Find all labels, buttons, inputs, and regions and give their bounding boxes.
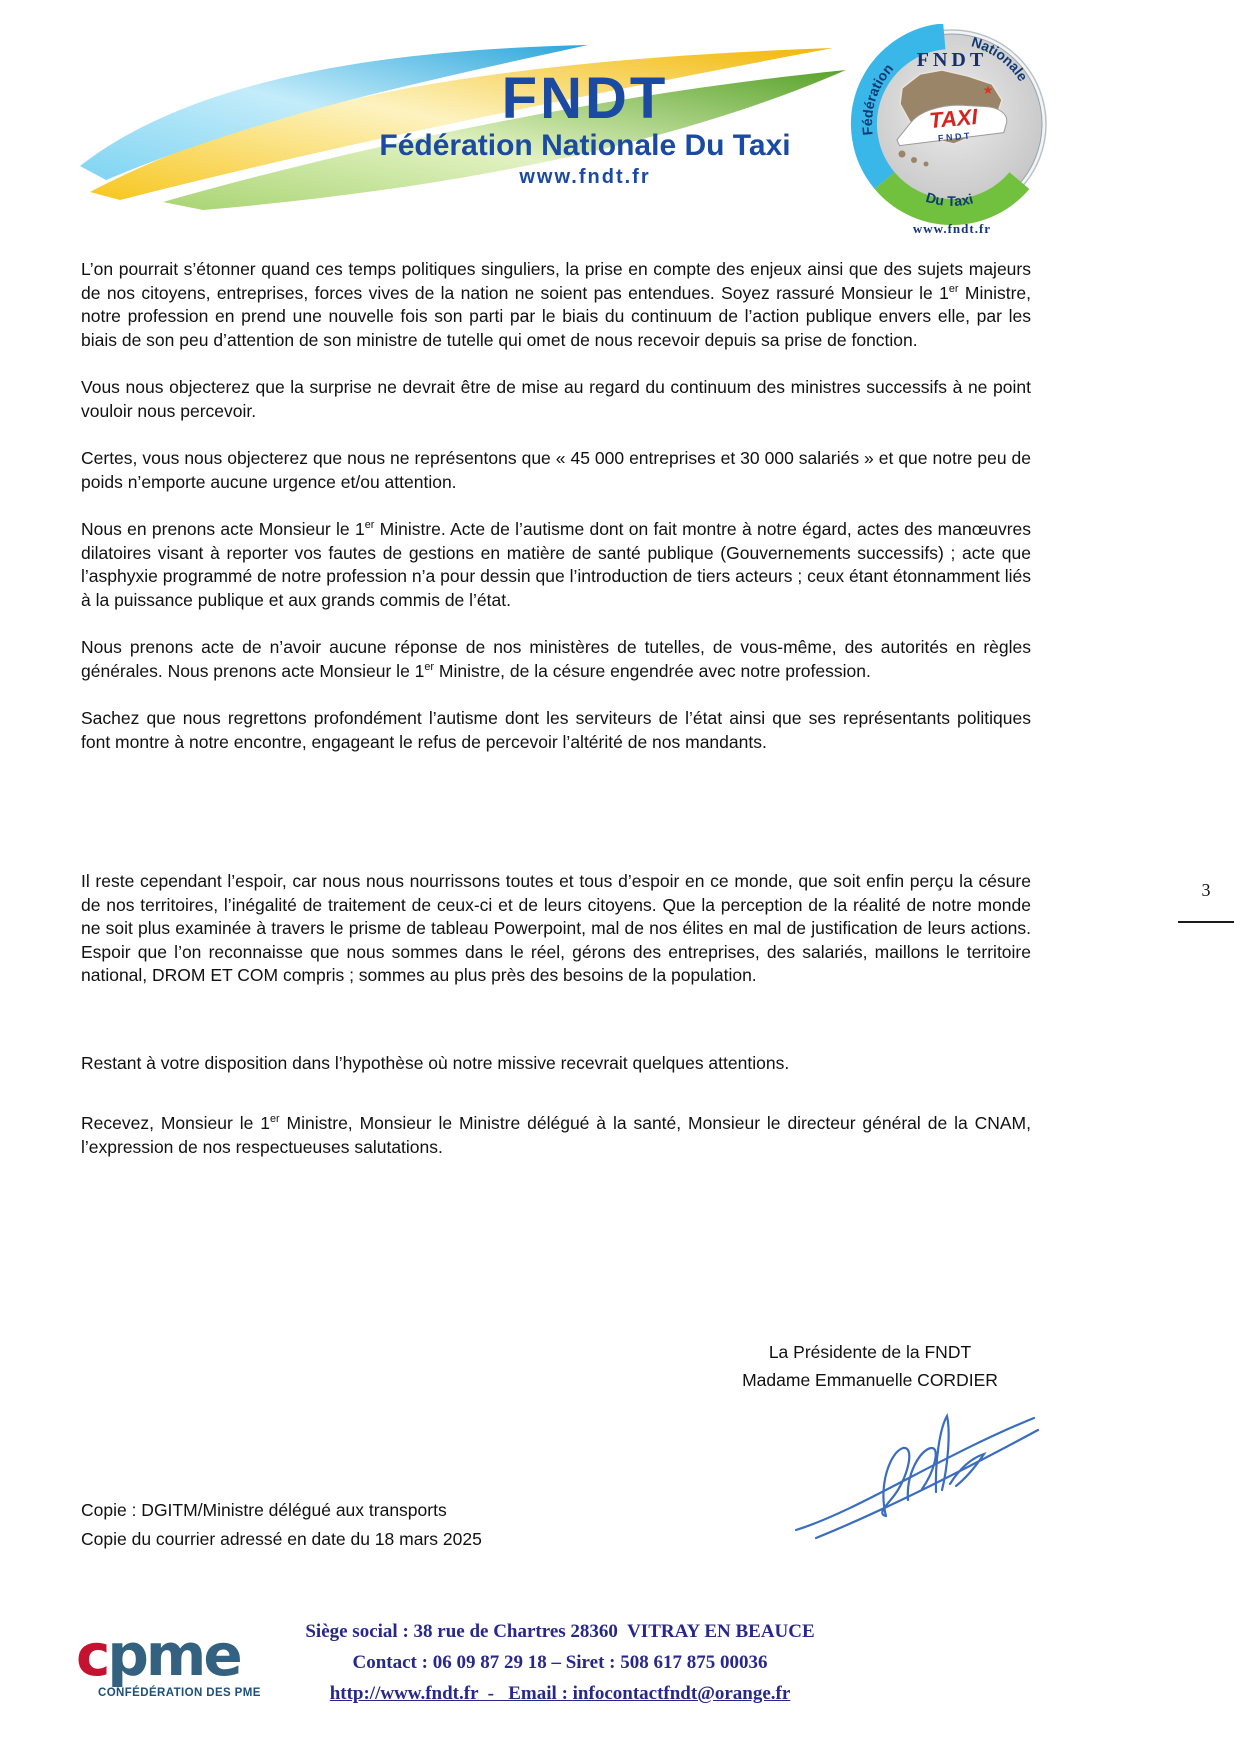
footer-contact-line: Contact : 06 09 87 29 18 – Siret : 508 617 875 00036: [352, 1652, 768, 1673]
brand-acronym: FNDT: [501, 66, 669, 131]
cpme-caption: CONFÉDÉRATION DES PME: [98, 1687, 261, 1699]
brand-name: Fédération Nationale Du Taxi: [379, 129, 791, 162]
seal-arc-dutaxi-text: Du Taxi: [924, 189, 975, 210]
cpme-wordmark: [76, 1621, 261, 1689]
seal-star: ★: [982, 83, 994, 97]
page-number: 3: [1201, 880, 1211, 900]
paragraph-8: Restant à votre disposition dans l’hypothèse où notre missive recevrait quelques attentions.: [81, 1052, 790, 1073]
cpme-letters-pme: pme: [107, 1621, 240, 1689]
copy-line-1: Copie : DGITM/Ministre délégué aux transports: [81, 1500, 447, 1520]
brand-url: www.fndt.fr: [519, 166, 651, 188]
seal-taxi-word: TAXI: [928, 103, 979, 134]
fndt-seal-logo: [850, 24, 1055, 239]
seal-acronym-text: FNDT: [916, 49, 988, 71]
brand-block: [315, 66, 855, 189]
paragraph-3: Certes, vous nous objecterez que nous ne représentons que « 45 000 entreprises et 30 000 salariés » et que notre peu de poids n’emporte aucune urgence et/ou attention.: [81, 448, 1031, 492]
paragraph-2: Vous nous objecterez que la surprise ne devrait être de mise au regard du continuum des ministres successifs à ne point vouloir nous percevoir.: [81, 377, 1031, 421]
closing-block: [680, 1338, 1060, 1394]
footer-contact-block: [270, 1616, 850, 1709]
footer-address-line: Siège social : 38 rue de Chartres 28360 VITRAY EN BEAUCE: [305, 1621, 815, 1642]
paragraph-6: Sachez que nous regrettons profondément l’autisme dont les serviteurs de l’état ainsi que ses représentants politiques font montre à notre encontre, engageant le refus de percevoir l’altérité de nos mandants.: [81, 708, 1031, 752]
seal-island-dot: [899, 151, 906, 158]
cpme-letter-c: c: [76, 1621, 108, 1689]
seal-island-dot: [924, 162, 929, 167]
cpme-logo: [76, 1621, 261, 1699]
letter-body: [81, 258, 1031, 1183]
seal-url-text: www.fndt.fr: [912, 221, 992, 236]
page-number-rule: [1178, 921, 1234, 923]
copies-block: [81, 1496, 482, 1554]
seal-small-letters: F N D T: [937, 130, 970, 144]
paragraph-5: Nous prenons acte de n’avoir aucune réponse de nos ministères de tutelles, de vous-même, des autorités en règles générales. Nous prenons acte Monsieur le 1er Ministre, de la césure engendrée avec notre profession.: [81, 637, 1031, 681]
closing-title: La Présidente de la FNDT: [768, 1342, 972, 1362]
paragraph-9: Recevez, Monsieur le 1er Ministre, Monsieur le Ministre délégué à la santé, Monsieur le directeur général de la CNAM, l’expression de nos respectueuses salutations.: [81, 1113, 1031, 1157]
copy-line-2: Copie du courrier adressé en date du 18 mars 2025: [81, 1529, 482, 1549]
seal-island-dot: [911, 157, 917, 163]
footer-website-email-link[interactable]: http://www.fndt.fr - Email : infocontactfndt@orange.fr: [329, 1683, 791, 1704]
closing-signatory-name: Madame Emmanuelle CORDIER: [742, 1370, 998, 1390]
seal-arc-federation-text: Fédération: [858, 60, 897, 136]
paragraph-4: Nous en prenons acte Monsieur le 1er Ministre. Acte de l’autisme dont on fait montre à notre égard, actes des manœuvres dilatoires visant à reporter vos fautes de gestions en matière de santé publique (Gouvernements successifs) ; acte que l’asphyxie programmé de notre profession n’a pour dessin que l’introduction de tiers acteurs ; ceux étant étonnamment liés à la puissance publique et aux grands commis de l’état.: [81, 519, 1032, 610]
seal-arc-nationale-text: Nationale: [969, 33, 1032, 85]
paragraph-1: L’on pourrait s’étonner quand ces temps politiques singuliers, la prise en compte des enjeux ainsi que des sujets majeurs de nos citoyens, entreprises, forces vives de la nation ne soient pas entendues. Soyez rassuré Monsieur le 1er Ministre, notre profession en prend une nouvelle fois son parti par le biais du continuum de l’action publique envers elle, par les biais de son peu d’attention de son ministre de tutelle qui omet de nous recevoir depuis sa prise de fonction.: [81, 259, 1031, 350]
signature-handwriting: [790, 1398, 1045, 1548]
paragraph-7: Il reste cependant l’espoir, car nous nous nourrissons toutes et tous d’espoir en ce monde, que soit enfin perçu la césure de nos territoires, l’inégalité de traitement de ceux-ci et de leurs citoyens. Que la perception de la réalité de notre monde ne soit plus examinée à travers le prisme de tableau Powerpoint, mal de nos élites en mal de justification de leurs actions. Espoir que l’on reconnaisse que nous sommes dans le réel, gérons des entreprises, des salariés, maillons le territoire national, DROM ET COM compris ; sommes au plus près des besoins de la population.: [81, 871, 1031, 985]
